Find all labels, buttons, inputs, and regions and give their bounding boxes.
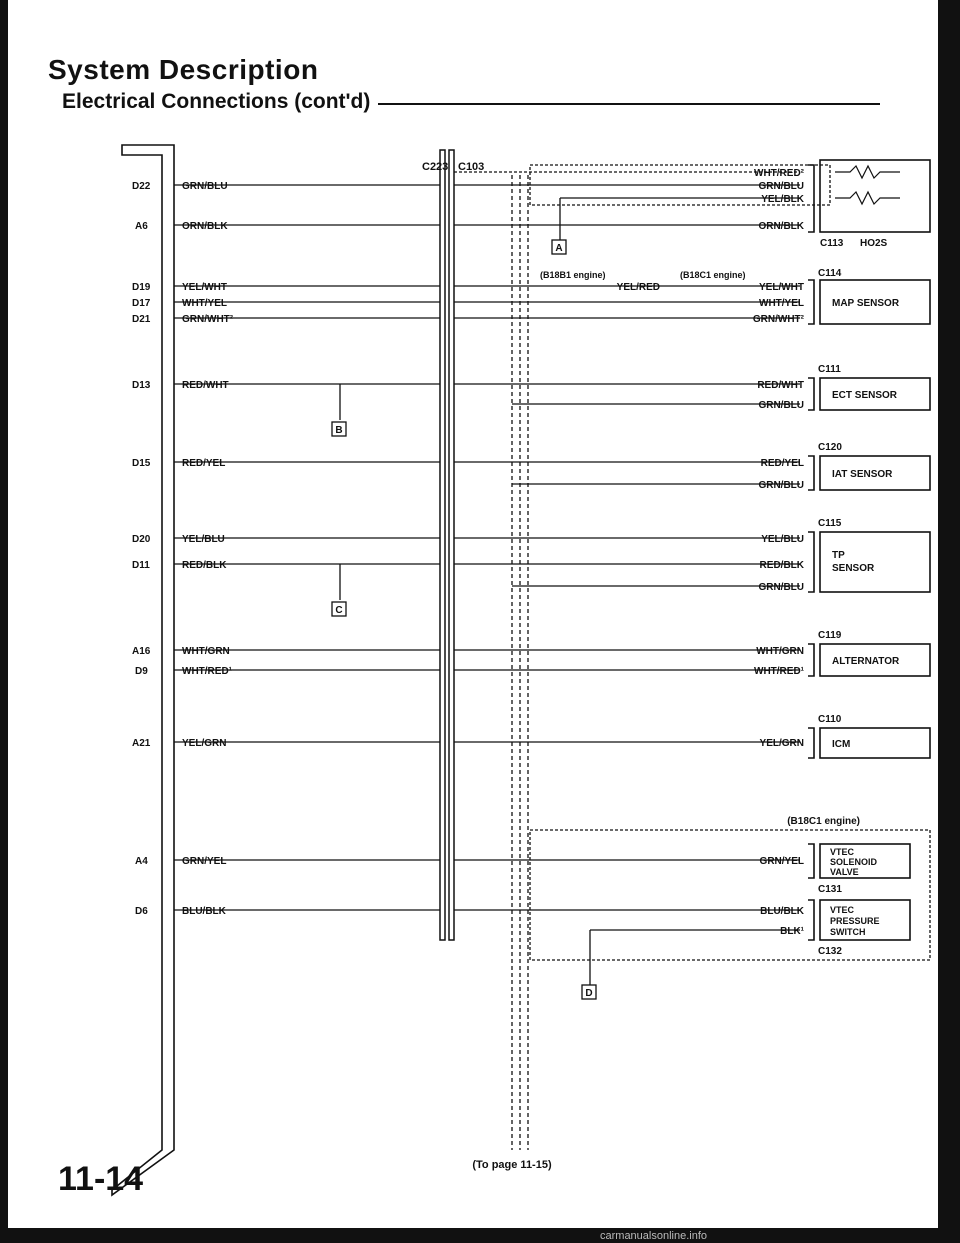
r-label-map-3: WHT/YEL: [759, 298, 804, 309]
r-label-iat-2: GRN/BLU: [758, 480, 804, 491]
wire-label-d20: YEL/BLU: [182, 534, 225, 545]
r-label-map-4: GRN/WHT²: [752, 314, 804, 325]
wire-label-a16: WHT/GRN: [182, 646, 230, 657]
pin-a6: A6: [135, 221, 148, 232]
pin-a4: A4: [135, 856, 148, 867]
r-label-map-2: YEL/WHT: [759, 282, 804, 293]
r-label-alt-2: WHT/RED¹: [754, 666, 804, 677]
page-number: 11-14: [58, 1160, 144, 1198]
r-label-ect-2: GRN/BLU: [758, 400, 804, 411]
r-label-ect-1: RED/WHT: [757, 380, 804, 391]
pin-a21: A21: [132, 738, 151, 749]
wire-label-d11: RED/BLK: [182, 560, 227, 571]
r-label-tp-2: RED/BLK: [759, 560, 804, 571]
footer-note: (To page 11-15): [472, 1159, 552, 1171]
wire-label-d6: BLU/BLK: [182, 906, 226, 917]
connector-c103-bar: [449, 150, 454, 940]
name-vsv-line2: SOLENOID: [830, 857, 878, 867]
name-vsv-line3: VALVE: [830, 867, 859, 877]
watermark-text: carmanualsonline.info: [600, 1230, 708, 1242]
wire-label-d22: GRN/BLU: [182, 181, 228, 192]
r-label-alt-1: WHT/GRN: [756, 646, 804, 657]
r-label-ho2s-1: WHT/RED²: [754, 168, 804, 179]
wire-label-d9: WHT/RED¹: [182, 666, 232, 677]
r-label-vps-2: BLK¹: [780, 926, 804, 937]
name-ho2s: HO2S: [860, 238, 888, 249]
wire-label-a4: GRN/YEL: [182, 856, 227, 867]
pin-d22: D22: [132, 181, 151, 192]
r-label-ho2s-3: YEL/BLK: [761, 194, 804, 205]
pin-d20: D20: [132, 534, 151, 545]
name-tp-line2: SENSOR: [832, 563, 875, 574]
page-title: System Description: [48, 54, 319, 85]
pin-d21: D21: [132, 314, 151, 325]
wire-label-d17: WHT/YEL: [182, 298, 227, 309]
name-vps-line1: VTEC: [830, 905, 855, 915]
ho2s-box: [820, 160, 930, 232]
name-ect-sensor: ECT SENSOR: [832, 390, 898, 401]
id-c120: C120: [818, 442, 842, 453]
id-c114: C114: [818, 268, 842, 279]
id-c113: C113: [820, 238, 844, 249]
connector-c223-bar: [440, 150, 445, 940]
name-alternator: ALTERNATOR: [832, 656, 900, 667]
id-c111: C111: [818, 364, 841, 375]
id-c119: C119: [818, 630, 842, 641]
pin-d6: D6: [135, 906, 148, 917]
r-label-ho2s-4: ORN/BLK: [758, 221, 804, 232]
wire-label-d19: YEL/WHT: [182, 282, 227, 293]
note-b18b1: (B18B1 engine): [540, 270, 606, 280]
name-iat-sensor: IAT SENSOR: [832, 469, 893, 480]
pin-d19: D19: [132, 282, 151, 293]
pin-d13: D13: [132, 380, 151, 391]
wire-label-d13: RED/WHT: [182, 380, 229, 391]
ground-ref-a: A: [555, 243, 563, 254]
pin-d17: D17: [132, 298, 151, 309]
r-label-ho2s-2: GRN/BLU: [758, 181, 804, 192]
r-label-tp-3: GRN/BLU: [758, 582, 804, 593]
pin-a16: A16: [132, 646, 151, 657]
tp-sensor-box: [820, 532, 930, 592]
r-label-vsv: GRN/YEL: [759, 856, 804, 867]
r-label-map-1: YEL/RED: [616, 282, 660, 293]
pin-d11: D11: [132, 560, 150, 571]
pin-d15: D15: [132, 458, 151, 469]
id-c132: C132: [818, 946, 842, 957]
id-c110: C110: [818, 714, 842, 725]
pin-d9: D9: [135, 666, 148, 677]
ground-ref-d: D: [585, 988, 593, 999]
wire-label-a21: YEL/GRN: [182, 738, 227, 749]
wire-label-d21: GRN/WHT²: [182, 314, 234, 325]
label-c223: C223: [422, 161, 449, 173]
name-vps-line2: PRESSURE: [830, 916, 880, 926]
wire-label-a6: ORN/BLK: [182, 221, 228, 232]
name-tp-line1: TP: [832, 550, 845, 561]
r-label-vps-1: BLU/BLK: [760, 906, 804, 917]
ground-ref-b: B: [335, 425, 343, 436]
wire-label-d15: RED/YEL: [182, 458, 226, 469]
name-map-sensor: MAP SENSOR: [832, 298, 900, 309]
note-b18c1: (B18C1 engine): [680, 270, 746, 280]
r-label-tp-1: YEL/BLU: [761, 534, 804, 545]
label-c103: C103: [458, 161, 485, 173]
name-vps-line3: SWITCH: [830, 927, 866, 937]
id-c115: C115: [818, 518, 842, 529]
name-icm: ICM: [832, 739, 851, 750]
note-vtec-group: (B18C1 engine): [787, 816, 860, 827]
ground-ref-c: C: [335, 605, 343, 616]
section-subtitle: Electrical Connections (cont'd): [62, 90, 371, 113]
r-label-iat-1: RED/YEL: [760, 458, 804, 469]
id-c131: C131: [818, 884, 842, 895]
name-vsv-line1: VTEC: [830, 847, 855, 857]
r-label-icm: YEL/GRN: [759, 738, 804, 749]
